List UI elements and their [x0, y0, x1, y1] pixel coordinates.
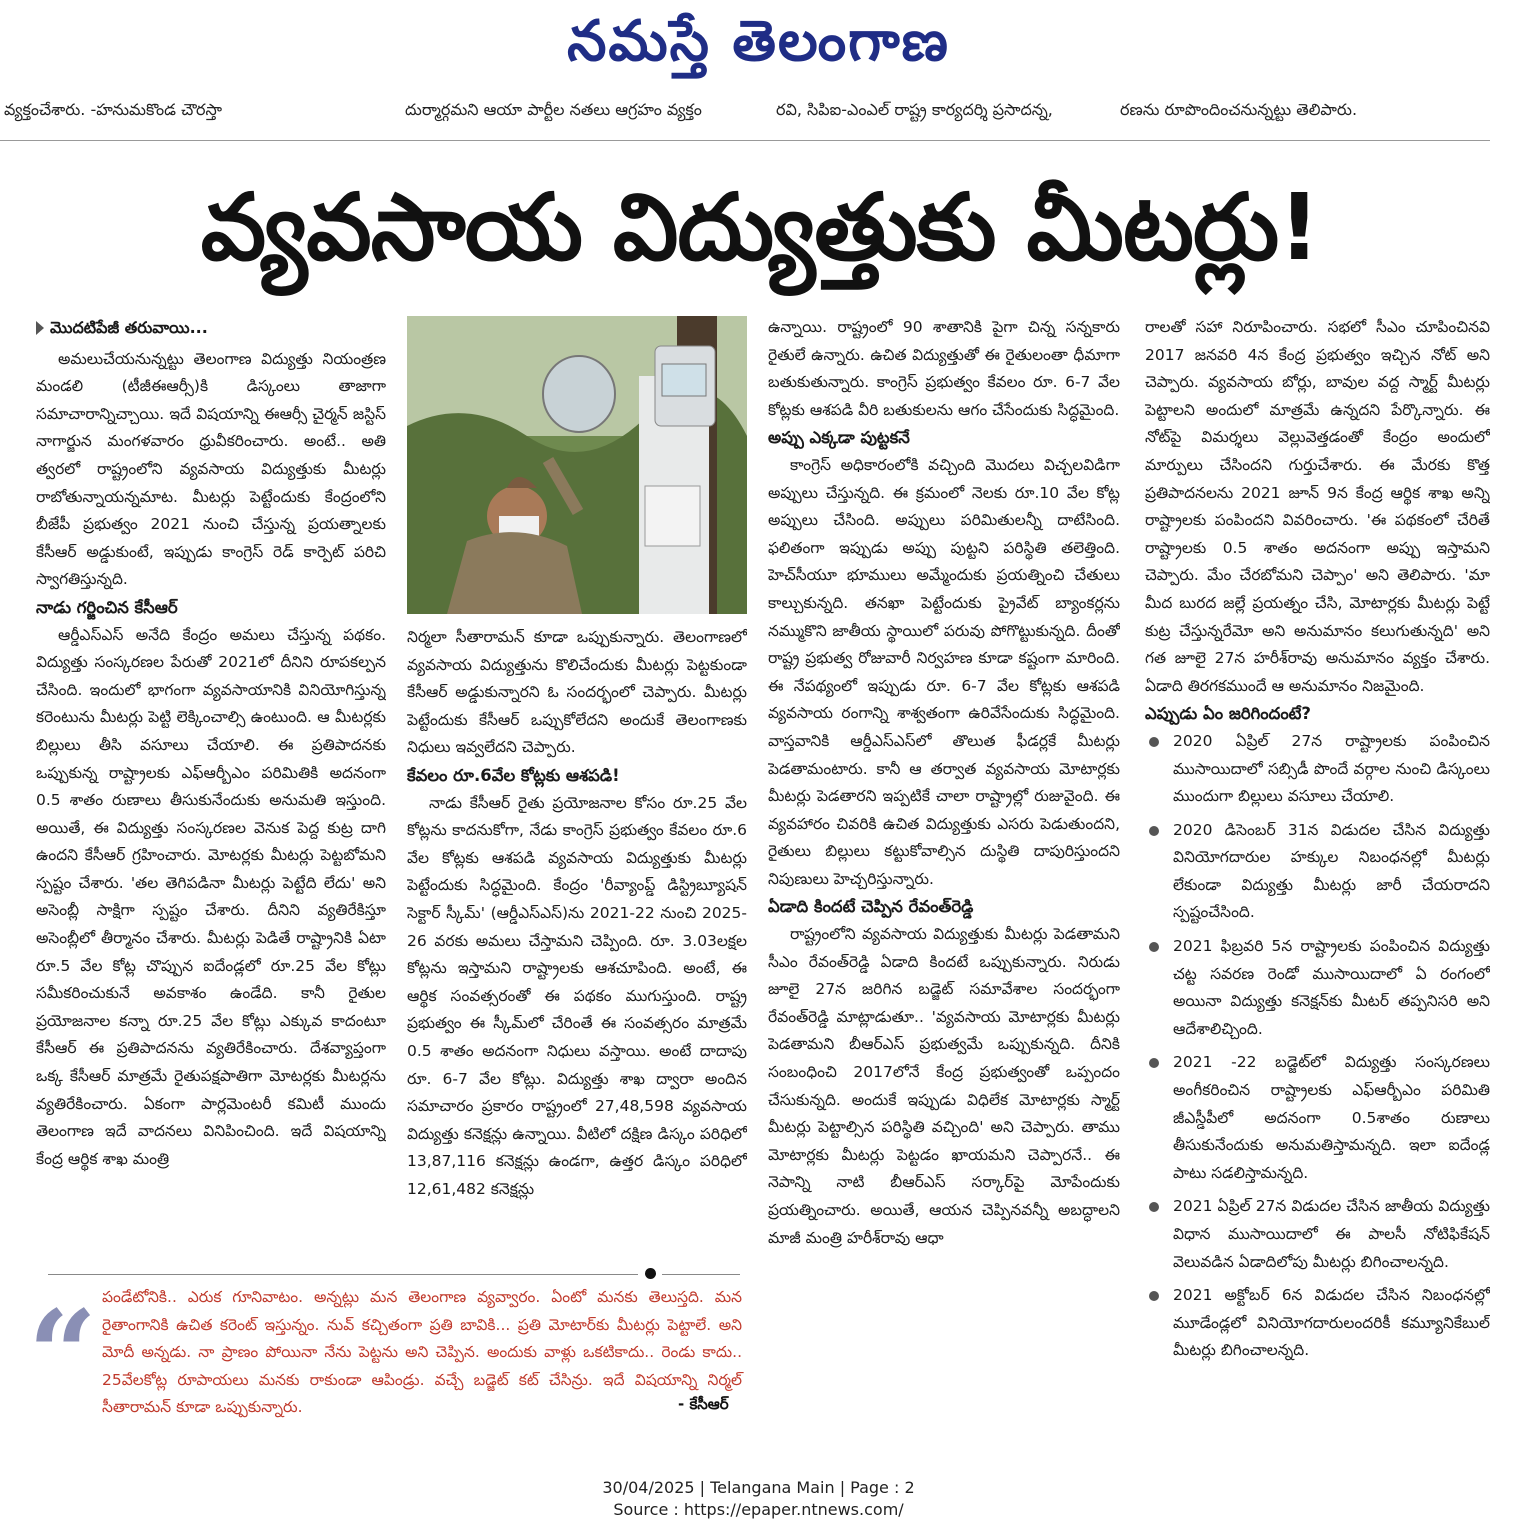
footer-edition: 30/04/2025 | Telangana Main | Page : 2	[602, 1478, 915, 1497]
bullet-icon	[1149, 942, 1159, 952]
paragraph: రాలతో సహా నిరూపించారు. సభలో సీఎం చూపించినవి 2017 జనవరి 4న కేంద్ర ప్రభుత్వం ఇచ్చిన నోట్ అని చెప్పారు. వ్యవసాయ బోర్లు, బావుల వద్ద స్మార్ట్ మీటర్లు పెట్టాలని అందులో మాత్రమే ఉన్నదని పేర్కొన్నారు. ఈ నోట్‌పై విమర్శలు వెల్లువెత్తడంతో కేంద్రం అందులో మార్పులు చేసిందని గుర్తుచేశారు. ఈ మేరకు కొత్త ప్రతిపాదనలను 2021 జూన్ 9న కేంద్ర ఆర్థిక శాఖ అన్ని రాష్ట్రాలకు పంపిందని వివరించారు. 'ఈ పథకంలో చేరితే రాష్ట్రాలకు 0.5 శాతం అదనంగా అప్పు ఇస్తామని చెప్పారు. మేం చేరబోమని చెప్పాం' అని తెలిపారు. 'మా మీద బురద జల్లే ప్రయత్నం చేసి, మోటార్లకు మీటర్లు పెట్టే కుట్ర చేస్తున్నరేమో అని అనుమానం కలుగుతున్నది' అని గత జూలై 27న హరీశ్‌రావు అనుమానం వ్యక్తం చేశారు. ఏడాది తిరగకముందే ఆ అనుమానం నిజమైంది.	[1145, 318, 1490, 695]
bullet-icon	[1149, 737, 1159, 747]
timeline-item: 2021 అక్టోబర్ 6న విడుదల చేసిన నిబంధనల్లో మూడేండ్లలో వినియోగదారులందరికీ కమ్యూనికేబుల్ మీటర్లు బిగించాలన్నది.	[1145, 1282, 1490, 1365]
timeline-item: 2021 -22 బడ్జెట్‌లో విద్యుత్తు సంస్కరణలు అంగీకరించిన రాష్ట్రాలకు ఎఫ్ఆర్బీఎం పరిమితి జీఎస్డీపీలో అదనంగా 0.5శాతం రుణాలు తీసుకునేందుకు అనుమతిస్తామన్నది. ఇలా ఐదేండ్ల పాటు సడలిస్తామన్నది.	[1145, 1049, 1490, 1187]
continued-kicker	[36, 314, 386, 342]
paragraph: నాడు కేసీఆర్ రైతు ప్రయోజనాల కోసం రూ.25 వేల కోట్లను కాదనుకోగా, నేడు కాంగ్రెస్ ప్రభుత్వం కేవలం రూ.6 వేల కోట్లకు ఆశపడి వ్యవసాయ విద్యుత్తుకు మీటర్లు పెట్టేందుకు సిద్ధమైంది. కేంద్రం 'రీవ్యాంప్డ్ డిస్ట్రిబ్యూషన్ సెక్టార్ స్కీమ్' (ఆర్డీఎస్ఎస్)ను 2021-22 నుంచి 2025-26 వరకు అమలు చేస్తామని చెప్పింది. రూ. 3.03లక్షల కోట్లను ఇస్తామని రాష్ట్రాలకు ఆశచూపింది. అంటే, ఈ ఆర్థిక సంవత్సరంతో ఈ పథకం ముగుస్తుంది. రాష్ట్ర ప్రభుత్వం ఈ స్కీమ్‌లో చేరింతే ఈ సంవత్సరం మాత్రమే 0.5 శాతం అదనంగా నిధులు వస్తాయి. అంటే దాదాపు రూ. 6-7 వేల కోట్లు. విద్యుత్తు శాఖ ద్వారా అందిన సమాచారం ప్రకారం రాష్ట్రంలో 27,48,598 వ్యవసాయ విద్యుత్తు కనెక్షన్లు ఉన్నాయి. వీటిలో దక్షిణ డిస్కం పరిధిలో 13,87,116 కనెక్షన్లు ఉండగా, ఉత్తర డిస్కం పరిధిలో 12,61,482 కనెక్షన్లు	[407, 793, 747, 1198]
headline: వ్యవసాయ విద్యుత్తుకు మీటర్లు!	[200, 174, 1320, 281]
article-photo	[407, 316, 747, 614]
topline-snippet: వ్యక్తంచేశారు. -హనుమకొండ చౌరస్తా	[4, 100, 222, 119]
paragraph: ఉన్నాయి. రాష్ట్రంలో 90 శాతానికి పైగా చిన్న సన్నకారు రైతులే ఉన్నారు. ఉచిత విద్యుత్తుతో ఈ రైతులంతా ధీమాగా బతుకుతున్నారు. కాంగ్రెస్ ప్రభుత్వం కేవలం రూ. 6-7 వేల కోట్లకు ఆశపడి వీరి బతుకులను ఆగం చేసేందుకు సిద్ధమైంది.	[768, 318, 1120, 419]
topline-snippet: రవి, సిపిఐ-ఎంఎల్ రాష్ట్ర కార్యదర్శి ప్రసాదన్న,	[776, 100, 1053, 119]
timeline-item: 2021 ఫిబ్రవరి 5న రాష్ట్రాలకు పంపించిన విద్యుత్తు చట్ట సవరణ రెండో ముసాయిదాలో ఏ రంగంలో అయినా విద్యుత్తు కనెక్షన్‌కు మీటర్ తప్పనిసరి అని ఆదేశాలిచ్చింది.	[1145, 933, 1490, 1043]
topline-snippet: దుర్మార్గమని ఆయా పార్టీల నతలు ఆగ్రహం వ్యక్తం	[405, 100, 702, 119]
header-divider	[0, 140, 1490, 141]
chevron-right-icon	[36, 321, 44, 335]
footer-source: Source : https://epaper.ntnews.com/	[613, 1500, 904, 1519]
timeline-item: 2020 ఏప్రిల్ 27న రాష్ట్రాలకు పంపించిన ముసాయిదాలో సబ్సిడీ పొందే వర్గాల నుంచి డిస్కంలు ముందుగా బిల్లులు వసూలు చేయాలి.	[1145, 728, 1490, 811]
quote-divider	[662, 1274, 740, 1275]
bullet-icon	[1149, 1058, 1159, 1068]
topline-snippet: రణను రూపొందించనున్నట్టు తెలిపారు.	[1120, 100, 1358, 119]
bullet-icon	[1149, 826, 1159, 836]
timeline-item: 2021 ఏప్రిల్ 27న విడుదల చేసిన జాతీయ విద్యుత్తు విధాన ముసాయిదాలో ఈ పాలసీ నోటిఫికేషన్ వెలువడిన ఏడాదిలోపు మీటర్లు బిగించాలన్నది.	[1145, 1193, 1490, 1276]
photo-meter-inspection	[407, 316, 747, 614]
paragraph: రాష్ట్రంలోని వ్యవసాయ విద్యుత్తుకు మీటర్లు పెడతామని సీఎం రేవంత్‌రెడ్డి ఏడాది కిందటే ఒప్పుకున్నారు. నిరుడు జూలై 27న జరిగిన బడ్జెట్ సమావేశాల సందర్భంగా రేవంత్‌రెడ్డి మాట్లాడుతూ.. 'వ్యవసాయ మోటార్లకు మీటర్లు పెడతామని బీఆర్ఎస్ ప్రభుత్వమే ఒప్పుకున్నది. దీనికి సంబంధించి 2017లోనే కేంద్ర ప్రభుత్వంతో ఒప్పందం చేసుకున్నది. అందుకే ఇప్పుడు విధిలేక మోటార్లకు స్మార్ట్ మీటర్లు పెట్టాల్సిన పరిస్థితి వచ్చింది' అని చెప్పారు. తాము మోటార్లకు మీటర్లు పెట్టడం ఖాయమని చెప్పారనే.. ఈ నెపాన్ని నాటి బీఆర్ఎస్ సర్కార్‌పై మోపేందుకు ప్రయత్నించారు. అయితే, ఆయన చెప్పినవన్నీ అబద్ధాలని మాజీ మంత్రి హరీశ్‌రావు ఆధా	[768, 925, 1120, 1247]
subheading: అప్పు ఎక్కడా పుట్టకనే	[768, 428, 910, 448]
bullet-icon	[1149, 1202, 1159, 1212]
article-column-2	[407, 624, 747, 1264]
timeline-list	[1145, 728, 1490, 1365]
article-column-3	[768, 314, 1120, 1434]
paragraph: కాంగ్రెస్ అధికారంలోకి వచ్చింది మొదలు విచ్చలవిడిగా అప్పులు చేస్తున్నది. ఈ క్రమంలో నెలకు రూ.10 వేల కోట్ల అప్పులు చేసింది. అప్పులు పరిమితులన్నీ దాటేసింది. ఫలితంగా ఇప్పుడు అప్పు పుట్టని పరిస్థితి తలెత్తింది. హెచ్‌సీయూ భూములు అమ్మేందుకు ప్రయత్నించి చేతులు కాల్చుకున్నది. తనఖా పెట్టేందుకు ప్రైవేట్ బ్యాంకర్లను నమ్ముకొని జాతీయ స్థాయిలో పరువు పోగొట్టుకున్నది. దీంతో రాష్ట్ర ప్రభుత్వ రోజువారీ నిర్వహణ కూడా కష్టంగా మారింది. ఈ నేపథ్యంలో ఇప్పుడు రూ. 6-7 వేల కోట్లకు ఆశపడి వ్యవసాయ రంగాన్ని శాశ్వతంగా ఉరివేసేందుకు సిద్ధమైంది. వాస్తవానికి ఆర్డీఎస్ఎస్‌లో తొలుత ఫీడర్లకే మీటర్లు పెడతామంటారు. కానీ ఆ తర్వాత వ్యవసాయ మోటార్లకు మీటర్లు పెడతారని ఇప్పటికే చాలా రాష్ట్రాల్లో రుజువైంది. ఈ వ్యవహారం చివరికి ఉచిత విద్యుత్తుకు ఎసరు పెడుతుందని, రైతులు బిల్లులు కట్టుకోవాల్సిన దుస్థితి దాపురిస్తుందని నిపుణులు హెచ్చరిస్తున్నారు.	[768, 455, 1120, 888]
quote-divider-dot	[645, 1268, 656, 1279]
timeline-item: 2020 డిసెంబర్ 31న విడుదల చేసిన విద్యుత్తు వినియోగదారుల హక్కుల నిబంధనల్లో మీటర్లు లేకుండా విద్యుత్తు మీటర్లు జారీ చేయరాదని స్పష్టంచేసింది.	[1145, 817, 1490, 927]
subheading: నాడు గర్జించిన కేసీఆర్	[36, 597, 178, 617]
subheading: ఎప్పుడు ఏం జరిగిందంటే?	[1145, 704, 1311, 724]
paragraph: నిర్మలా సీతారామన్ కూడా ఒప్పుకున్నారు. తెలంగాణలో వ్యవసాయ విద్యుత్తును కొలిచేందుకు మీటర్లు పెట్టకుండా కేసీఆర్ అడ్డుకున్నారని ఓ సందర్భంలో చెప్పారు. మీటర్లు పెట్టేందుకు కేసీఆర్ ఒప్పుకోలేదని అందుకే తెలంగాణకు నిధులు ఇవ్వలేదని చెప్పారు.	[407, 628, 747, 757]
subheading: కేవలం రూ.6వేల కోట్లకు ఆశపడి!	[407, 765, 620, 785]
pull-quote: పండేటోనికి.. ఎరుక గూనివాటం. అన్నట్లు మన తెలంగాణ వ్యవ్వారం. ఏంటో మనకు తెలుస్తది. మన రైతాంగానికి ఉచిత కరెంట్ ఇస్తున్నం. నువ్ కచ్చితంగా ప్రతి బావికి... ప్రతి మోటార్‌కు మీటర్లు పెట్టాలే. అని మోదీ అన్నడు. నా ప్రాణం పోయినా నేను పెట్టను అని చెప్పిన. అందుకు వాళ్లు ఒకటికాదు.. రెండు కాదు.. 25వేలకోట్ల రూపాయలు మనకు రాకుండా ఆపిండ్రు. వచ్చే బడ్జెట్ కట్ చేసిన్రు. ఇదే విషయాన్ని నిర్మల్ సీతారామన్ కూడా ఒప్పుకున్నారు.	[102, 1288, 742, 1417]
article-column-4	[1145, 314, 1490, 1434]
kicker-label: మొదటిపేజీ తరువాయి...	[50, 318, 208, 337]
bullet-icon	[1149, 1291, 1159, 1301]
paragraph: ఆర్డీఎస్ఎస్ అనేది కేంద్రం అమలు చేస్తున్న పథకం. విద్యుత్తు సంస్కరణల పేరుతో 2021లో దీనిని రూపకల్పన చేసింది. ఇందులో భాగంగా వ్యవసాయానికి వినియోగిస్తున్న కరెంటును మీటర్లు పెట్టి లెక్కించాల్సి ఉంటుంది. ఆ మీటర్లకు బిల్లులు తీసి వసూలు చేయాలి. ఈ ప్రతిపాదనకు ఒప్పుకున్న రాష్ట్రాలకు ఎఫ్ఆర్బీఎం పరిమితికి అదనంగా 0.5 శాతం రుణాలు తీసుకునేందుకు అనుమతి ఇస్తుంది. అయితే, ఈ విద్యుత్తు సంస్కరణల వెనుక పెద్ద కుట్ర దాగి ఉందని కేసీఆర్ గ్రహించారు. మోటర్లకు మీటర్లు పెట్టబోమని స్పష్టం చేశారు. 'తల తెగిపడినా మీటర్లు పెట్టేది లేదు' అని అసెంబ్లీ సాక్షిగా స్పష్టం చేశారు. దీనిని వ్యతిరేకిస్తూ అసెంబ్లీలో తీర్మానం చేశారు. మీటర్లు పెడితే రాష్ట్రానికి ఏటా రూ.5 వేల కోట్ల చొప్పున ఐదేండ్లలో రూ.25 వేల కోట్లు సమీకరించుకునే అవకాశం ఉండేది. కానీ రైతుల ప్రయోజనాల కన్నా రూ.25 వేల కోట్లు ఎక్కువ కాదంటూ కేసీఆర్ ఈ ప్రతిపాదనను వ్యతిరేకించారు. దేశవ్యాప్తంగా ఒక్క కేసీఆర్ మాత్రమే రైతుపక్షపాతిగా మోటర్లకు మీటర్లను వ్యతిరేకించారు. ఏకంగా పార్లమెంటరీ కమిటీ ముందు తెలంగాణ ఇదే వాదనలు వినిపించింది. ఇదే విషయాన్ని కేంద్ర ఆర్థిక శాఖ మంత్రి	[36, 625, 386, 1168]
subheading: ఏడాది కిందటే చెప్పిన రేవంత్‌రెడ్డి	[768, 897, 974, 917]
quote-author: - కేసీఆర్	[678, 1395, 729, 1413]
masthead-logo: నమస్తే తెలంగాణ	[567, 8, 950, 74]
article-column-1	[36, 314, 386, 1264]
quote-mark-icon: “	[28, 1284, 98, 1425]
quote-divider	[48, 1274, 638, 1275]
paragraph: అమలుచేయనున్నట్టు తెలంగాణ విద్యుత్తు నియంత్రణ మండలి (టీజీఈఆర్సీ)కి డిస్కంలు తాజాగా సమాచారాన్నిచ్చాయి. ఇదే విషయాన్ని ఈఆర్సీ చైర్మన్ జస్టిస్ నాగార్జున మంగళవారం ధ్రువీకరించారు. అంటే.. అతి త్వరలో రాష్ట్రంలోని వ్యవసాయ విద్యుత్తుకు మీటర్లు రాబోతున్నాయన్నమాట. మీటర్లు పెట్టేందుకు కేంద్రంలోని బీజేపీ ప్రభుత్వం 2021 నుంచి చేస్తున్న ప్రయత్నాలకు కేసీఆర్ అడ్డుకుంటే, ఇప్పుడు కాంగ్రెస్ రెడ్ కార్పెట్ పరిచి స్వాగతిస్తున్నది.	[36, 349, 386, 589]
